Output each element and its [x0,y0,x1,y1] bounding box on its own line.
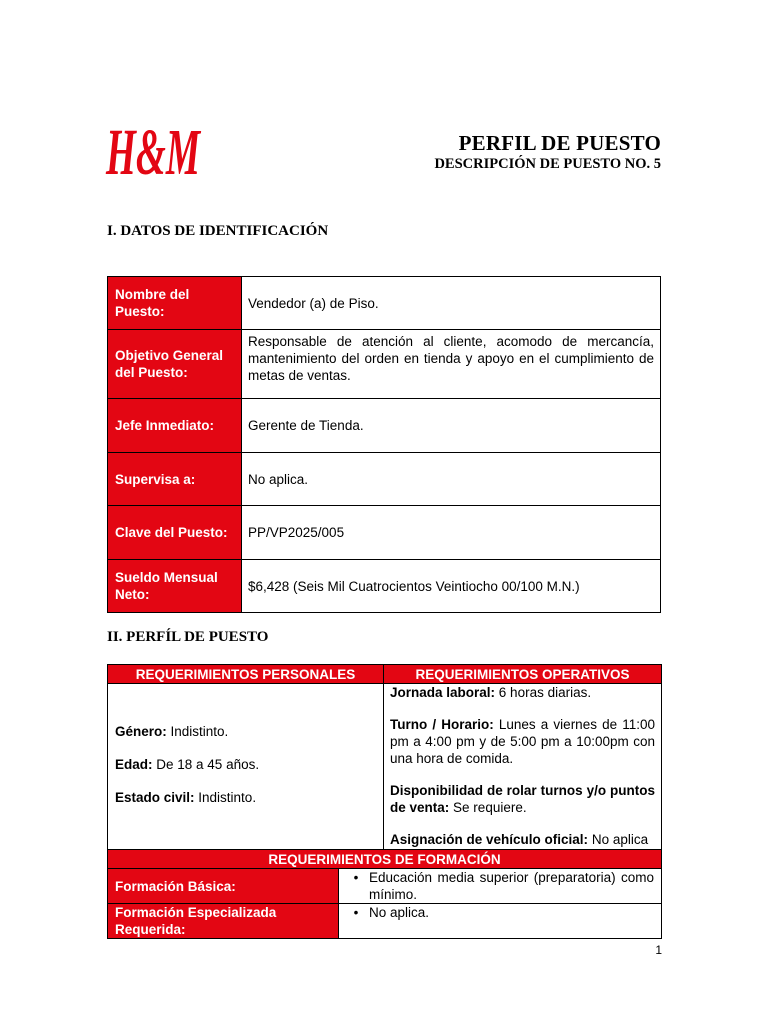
page-subtitle: DESCRIPCIÓN DE PUESTO NO. 5 [434,156,661,172]
row-value: Responsable de atención al cliente, acomodo de mercancía, mantenimiento del orden en tienda y apoyo en el cumplimiento de metas de ventas. [242,330,661,399]
page-title: PERFIL DE PUESTO [458,131,661,155]
row-value: Vendedor (a) de Piso. [242,277,661,330]
profile-table [107,664,662,939]
table-row [108,904,662,939]
table-row [108,453,661,506]
bullet-icon: • [353,870,359,885]
training-label: Formación Especializada Requerida: [108,904,339,939]
operational-requirements-header: REQUERIMIENTOS OPERATIVOS [384,665,662,684]
personal-requirements-header: REQUERIMIENTOS PERSONALES [108,665,384,684]
bullet-icon: • [353,905,359,920]
row-value: $6,428 (Seis Mil Cuatrocientos Veintiocho 00/100 M.N.) [242,560,661,613]
table-row [108,399,661,453]
training-value: • No aplica. [339,904,662,939]
table-row [108,869,662,904]
requirement-marital-status: Estado civil: Indistinto. [115,790,257,805]
requirement-age: Edad: De 18 a 45 años. [115,757,260,772]
personal-requirements [108,684,384,850]
identification-table [107,276,661,613]
requirement-gender: Género: Indistinto. [115,724,229,739]
row-value: Gerente de Tienda. [242,399,661,453]
section-heading-identification: I. DATOS DE IDENTIFICACIÓN [107,223,329,239]
table-row [108,277,661,330]
row-label: Supervisa a: [108,453,242,506]
section-heading-profile: II. PERFÍL DE PUESTO [107,629,269,645]
requirement-schedule: Turno / Horario: Lunes a viernes de 11:00 pm a 4:00 pm y de 5:00 pm a 10:00pm con una hora de comida. [390,717,656,766]
requirement-workday: Jornada laboral: 6 horas diarias. [390,685,592,700]
training-label: Formación Básica: [108,869,339,904]
row-label: Jefe Inmediato: [108,399,242,453]
row-label: Clave del Puesto: [108,506,242,560]
row-label: Sueldo Mensual Neto: [108,560,242,613]
training-value: • Educación media superior (preparatoria) como mínimo. [339,869,662,904]
training-requirements-header: REQUERIMIENTOS DE FORMACIÓN [108,850,662,869]
row-value: No aplica. [242,453,661,506]
hm-logo [104,112,204,189]
table-row [108,506,661,560]
table-row [108,560,661,613]
row-value: PP/VP2025/005 [242,506,661,560]
page-number: 1 [655,943,662,957]
operational-requirements [384,684,662,850]
row-label: Objetivo General del Puesto: [108,330,242,399]
row-label: Nombre del Puesto: [108,277,242,330]
table-row [108,330,661,399]
requirement-vehicle: Asignación de vehículo oficial: No aplica [390,832,649,847]
svg-text:H&M: H&M [105,116,202,189]
requirement-rotation: Disponibilidad de rolar turnos y/o puntos de venta: Se requiere. [390,783,656,815]
